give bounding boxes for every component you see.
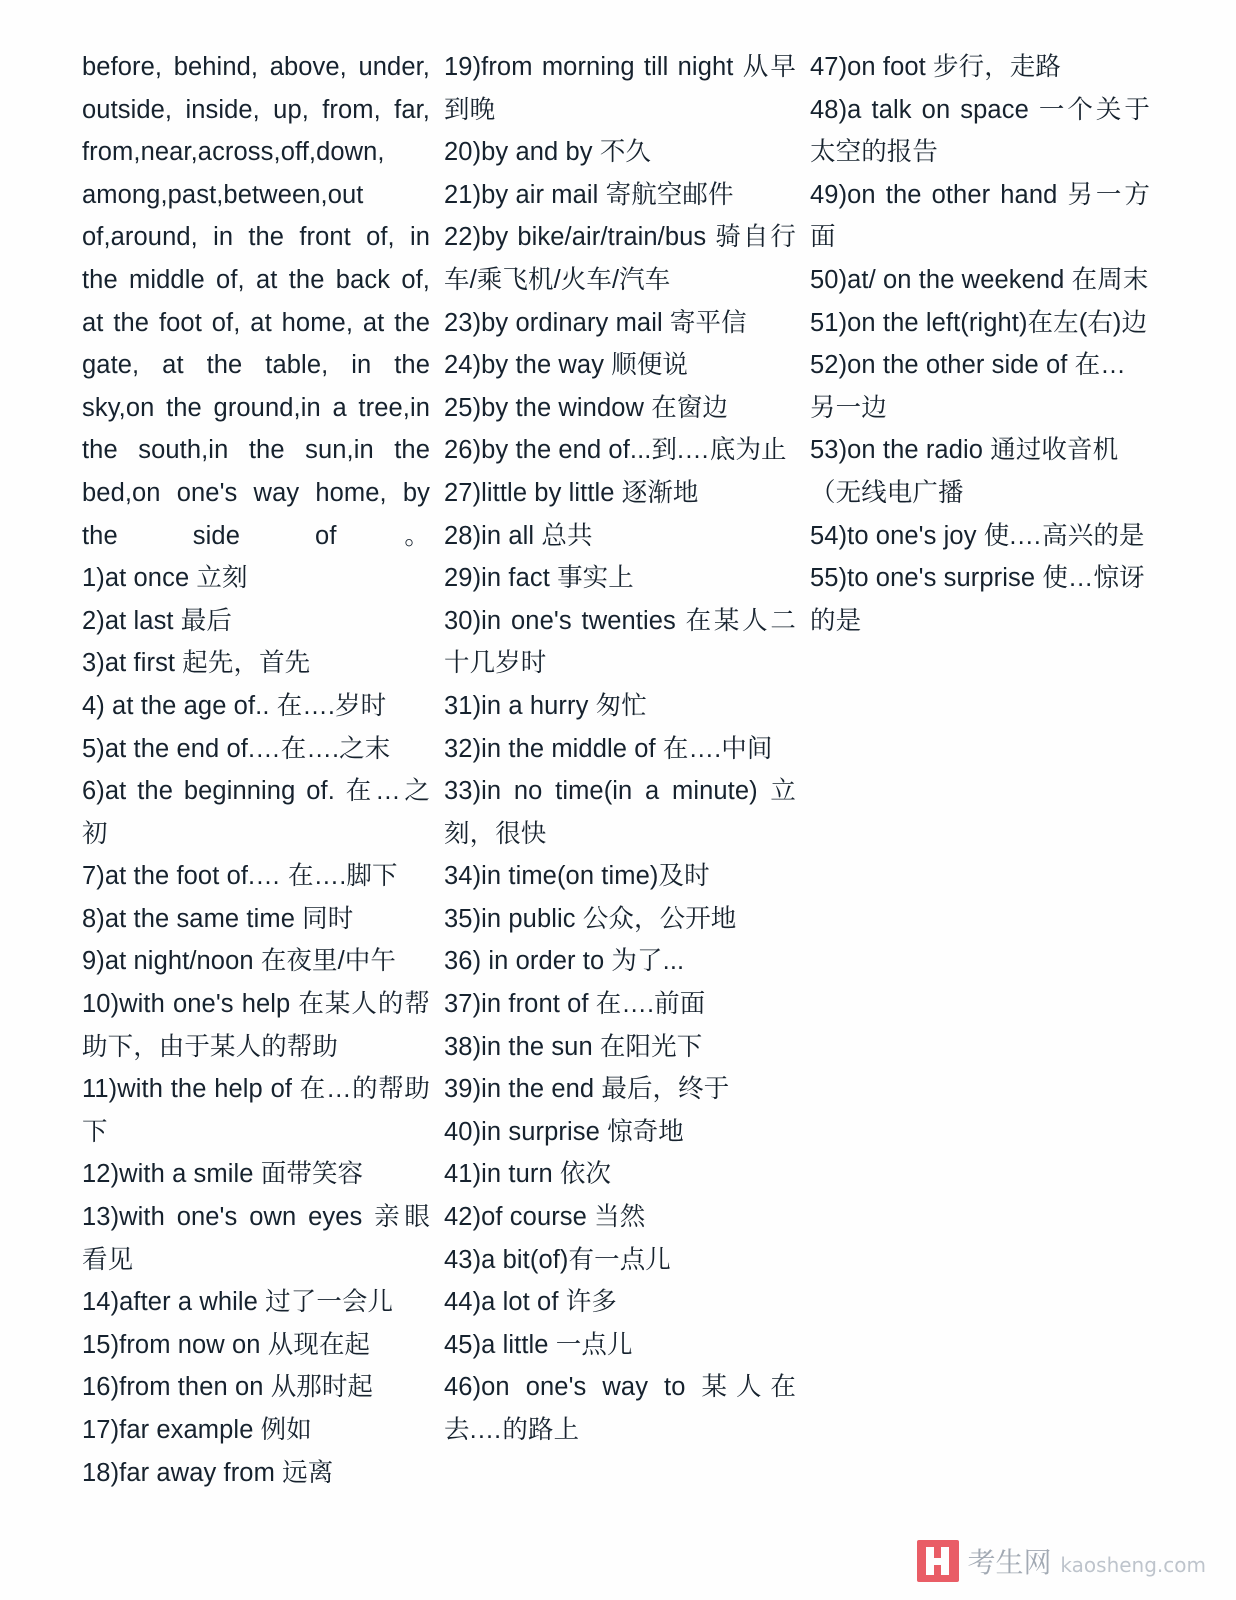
list-item: 51)on the left(right)在左(右)边: [810, 308, 1148, 337]
list-item: 12)with a smile 面带笑容: [82, 1160, 364, 1189]
list-item: 11)with the help of 在…的帮助下: [82, 1075, 430, 1146]
list-item: 22)by bike/air/train/bus 骑自行车/乘飞机/火车/汽车: [444, 223, 796, 294]
list-item: 54)to one's joy 使.…高兴的是: [810, 521, 1145, 550]
list-item: 2)at last 最后: [82, 606, 232, 635]
column-two: [444, 46, 810, 1494]
list-item: 45)a little 一点儿: [444, 1330, 633, 1359]
list-item: 43)a bit(of)有一点儿: [444, 1245, 671, 1274]
watermark-domain: kaosheng.com: [1060, 1553, 1206, 1577]
list-item: 5)at the end of.…在….之末: [82, 734, 391, 763]
list-item: 48)a talk on space 一个关于太空的报告: [810, 95, 1150, 167]
list-item: 39)in the end 最后，终于: [444, 1075, 730, 1104]
list-item: 15)from now on 从现在起: [82, 1330, 371, 1359]
watermark-name: 考生网: [967, 1546, 1052, 1579]
list-item: 25)by the window 在窗边: [444, 393, 729, 422]
list-item: 9)at night/noon 在夜里/中午: [82, 947, 397, 976]
list-item: 6)at the beginning of. 在…之初: [82, 777, 430, 848]
list-item: 50)at/ on the weekend 在周末: [810, 265, 1149, 294]
list-item: 44)a lot of 许多: [444, 1288, 617, 1317]
list-item: 18)far away from 远离: [82, 1458, 334, 1487]
list-item: 21)by air mail 寄航空邮件: [444, 180, 734, 209]
list-item: 55)to one's surprise 使…惊讶的是: [810, 564, 1145, 635]
watermark-text: [968, 1541, 1207, 1581]
column-one: [82, 46, 444, 1494]
list-item: 38)in the sun 在阳光下: [444, 1032, 703, 1061]
list-item: 32)in the middle of 在….中间: [444, 734, 773, 763]
watermark: [917, 1540, 1207, 1582]
list-item: 49)on the other hand 另一方面: [810, 180, 1150, 252]
text-columns: [82, 46, 1162, 1494]
list-item: 1)at once 立刻: [82, 564, 248, 593]
list-item: 16)from then on 从那时起: [82, 1373, 374, 1402]
list-item: 27)little by little 逐渐地: [444, 478, 699, 507]
watermark-logo-icon: [917, 1540, 959, 1582]
list-item: 30)in one's twenties 在某人二十几岁时: [444, 606, 796, 678]
list-item: 26)by the end of...到.…底为止: [444, 436, 787, 465]
list-item: 28)in all 总共: [444, 521, 593, 550]
list-item: 29)in fact 事实上: [444, 564, 634, 593]
list-item: 4) at the age of.. 在….岁时: [82, 691, 387, 720]
list-item: 8)at the same time 同时: [82, 904, 354, 933]
list-item: 36) in order to 为了...: [444, 947, 685, 976]
list-item: 19)from morning till night 从早到晚: [444, 53, 796, 124]
list-item: 47)on foot 步行，走路: [810, 53, 1062, 81]
list-item: 10)with one's help 在某人的帮助下，由于某人的帮助: [82, 990, 430, 1061]
list-item: 23)by ordinary mail 寄平信: [444, 308, 747, 337]
list-item: 20)by and by 不久: [444, 138, 652, 167]
list-item: 35)in public 公众，公开地: [444, 904, 737, 933]
list-item: 37)in front of 在….前面: [444, 990, 706, 1019]
list-item: 41)in turn 依次: [444, 1160, 612, 1189]
list-item: 42)of course 当然: [444, 1203, 646, 1232]
list-item: 17)far example 例如: [82, 1416, 312, 1444]
list-item: 13)with one's own eyes 亲眼看见: [82, 1203, 430, 1274]
column-three: [810, 46, 1150, 1494]
list-item: 7)at the foot of.… 在….脚下: [82, 862, 398, 891]
list-item: 31)in a hurry 匆忙: [444, 691, 647, 720]
list-item: 33)in no time(in a minute) 立刻，很快: [444, 777, 796, 848]
list-item: 24)by the way 顺便说: [444, 351, 689, 380]
list-item: 46)on one's way to 某人在去.…的路上: [444, 1373, 796, 1444]
intro-paragraph: before, behind, above, under, outside, inside, up, from, far, from,near,across,off,down, among,past,between,out of,around, in the front of, in the middle of, at the back of, at the foot of, at home, at the gate, at the table, in the sky,on the ground,in a tree,in the south,in the sun,in the bed,on one's way home, by the side of。: [82, 53, 430, 550]
list-item: 14)after a while 过了一会儿: [82, 1288, 394, 1317]
list-item: 52)on the other side of 在…另一边: [810, 351, 1126, 422]
list-item: 53)on the radio 通过收音机（无线电广播: [810, 436, 1119, 507]
list-item: 3)at first 起先，首先: [82, 649, 311, 678]
list-item: 40)in surprise 惊奇地: [444, 1117, 684, 1146]
list-item: 34)in time(on time)及时: [444, 862, 710, 891]
